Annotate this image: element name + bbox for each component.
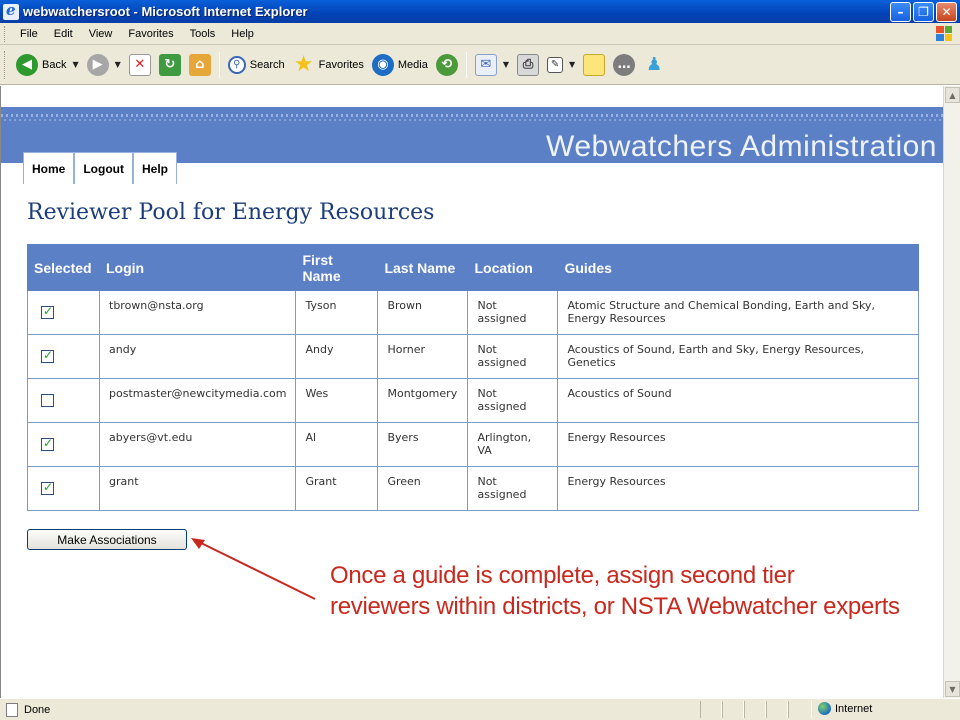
last-name-cell: Green (378, 467, 468, 511)
table-row (28, 335, 919, 379)
mail-icon: ✉ (475, 54, 497, 76)
messenger-button[interactable] (639, 50, 669, 80)
search-icon: ⚲ (228, 56, 246, 74)
selected-cell (28, 335, 100, 379)
menu-help[interactable]: Help (231, 27, 254, 40)
first-name-cell: Wes (296, 379, 378, 423)
annotation-arrow-icon (187, 536, 327, 606)
nav-logout[interactable]: Logout (74, 152, 133, 184)
maximize-icon[interactable]: ❐ (913, 2, 934, 22)
site-title: Webwatchers Administration (546, 130, 937, 163)
stop-icon: ✕ (129, 54, 151, 76)
page-icon (6, 703, 18, 717)
print-icon: ⎙ (517, 54, 539, 76)
mail-button[interactable] (471, 50, 513, 80)
zone-label: Internet (835, 702, 873, 715)
windows-logo-icon (934, 24, 954, 43)
annotation-text: Once a guide is complete, assign second tier reviewers within districts, or NSTA Webwatcher experts (330, 562, 900, 620)
discuss-button[interactable] (609, 50, 639, 80)
select-checkbox[interactable] (41, 482, 54, 495)
menu-edit[interactable]: Edit (53, 27, 73, 40)
reviewer-table (27, 244, 919, 511)
location-cell: Not assigned (468, 467, 558, 511)
guides-cell: Atomic Structure and Chemical Bonding, Earth and Sky, Energy Resources (558, 291, 919, 335)
select-checkbox[interactable] (41, 306, 54, 319)
edit-button[interactable] (543, 50, 579, 80)
login-cell: postmaster@newcitymedia.com (100, 379, 296, 423)
toolbar-grip (4, 51, 7, 79)
header-pattern (1, 119, 943, 121)
mail-dropdown-icon[interactable]: ▼ (502, 60, 510, 69)
login-cell: tbrown@nsta.org (100, 291, 296, 335)
first-name-cell: Tyson (296, 291, 378, 335)
refresh-button[interactable] (155, 50, 185, 80)
history-icon: ⟲ (436, 54, 458, 76)
print-button[interactable] (513, 50, 543, 80)
minimize-icon[interactable]: – (890, 2, 911, 22)
last-name-cell: Brown (378, 291, 468, 335)
back-label: Back (42, 58, 67, 71)
menu-favorites[interactable]: Favorites (128, 27, 174, 40)
status-segment (722, 701, 744, 718)
header-pattern (1, 114, 943, 117)
close-icon[interactable]: ✕ (936, 2, 957, 22)
note-icon (583, 54, 605, 76)
search-button[interactable] (224, 50, 289, 80)
status-bar (0, 698, 960, 720)
select-checkbox[interactable] (41, 350, 54, 363)
location-cell: Not assigned (468, 335, 558, 379)
menu-tools[interactable]: Tools (189, 27, 216, 40)
make-associations-button[interactable]: Make Associations (27, 529, 187, 550)
login-cell: abyers@vt.edu (100, 423, 296, 467)
media-button[interactable] (368, 50, 432, 80)
column-header: Login (100, 245, 296, 291)
vertical-scrollbar[interactable] (943, 86, 960, 698)
favorites-label: Favorites (318, 58, 364, 71)
page-heading: Reviewer Pool for Energy Resources (27, 200, 435, 225)
table-row (28, 467, 919, 511)
back-button[interactable] (12, 50, 83, 80)
internet-globe-icon (818, 702, 831, 715)
messenger-icon: ♟ (646, 54, 663, 75)
window-title-bar (0, 0, 960, 23)
discuss-bubble-icon: … (613, 54, 635, 76)
toolbar-separator (466, 52, 467, 78)
home-button[interactable] (185, 50, 215, 80)
status-segment (744, 701, 766, 718)
login-cell: andy (100, 335, 296, 379)
column-header: Guides (558, 245, 919, 291)
column-header: Last Name (378, 245, 468, 291)
refresh-icon: ↻ (159, 54, 181, 76)
guides-cell: Acoustics of Sound, Earth and Sky, Energy Resources, Genetics (558, 335, 919, 379)
location-cell: Not assigned (468, 291, 558, 335)
last-name-cell: Byers (378, 423, 468, 467)
column-header: Selected (28, 245, 100, 291)
media-label: Media (397, 58, 428, 71)
favorites-star-icon: ★ (293, 52, 314, 77)
forward-button[interactable] (83, 50, 125, 80)
selected-cell (28, 291, 100, 335)
status-text: Done (24, 703, 51, 716)
forward-dropdown-icon[interactable]: ▼ (114, 60, 121, 69)
select-checkbox[interactable] (41, 438, 54, 451)
status-segment (700, 701, 722, 718)
search-label: Search (249, 58, 285, 71)
history-button[interactable] (432, 50, 462, 80)
guides-cell: Energy Resources (558, 423, 919, 467)
back-arrow-icon: ◀ (16, 54, 38, 76)
selected-cell (28, 379, 100, 423)
location-cell: Not assigned (468, 379, 558, 423)
column-header: First Name (296, 245, 378, 291)
toolbar-separator (219, 52, 220, 78)
menu-bar (0, 23, 960, 45)
status-segment (788, 701, 812, 718)
table-row (28, 379, 919, 423)
login-cell: grant (100, 467, 296, 511)
nav-home[interactable]: Home (23, 152, 74, 184)
edit-icon: ✎ (547, 57, 563, 73)
first-name-cell: Al (296, 423, 378, 467)
menu-grip (4, 26, 7, 42)
nav-help[interactable]: Help (133, 152, 177, 184)
scroll-up-icon[interactable]: ▲ (945, 87, 960, 103)
selected-cell (28, 423, 100, 467)
table-header-row (28, 245, 919, 291)
security-zone (818, 702, 872, 715)
menu-file[interactable]: File (20, 27, 38, 40)
last-name-cell: Montgomery (378, 379, 468, 423)
first-name-cell: Andy (296, 335, 378, 379)
select-checkbox[interactable] (41, 394, 54, 407)
home-icon: ⌂ (189, 54, 211, 76)
table-row (28, 291, 919, 335)
favorites-button[interactable] (289, 50, 368, 80)
site-header (1, 107, 943, 176)
guides-cell: Energy Resources (558, 467, 919, 511)
scroll-down-icon[interactable]: ▼ (945, 681, 960, 697)
site-nav (23, 152, 177, 184)
column-header: Location (468, 245, 558, 291)
back-dropdown-icon[interactable]: ▼ (72, 60, 79, 69)
menu-view[interactable]: View (88, 27, 113, 40)
edit-dropdown-icon[interactable]: ▼ (569, 60, 576, 69)
guides-cell: Acoustics of Sound (558, 379, 919, 423)
last-name-cell: Horner (378, 335, 468, 379)
toolbar (0, 45, 960, 85)
window-title: webwatchersroot - Microsoft Internet Explorer (23, 4, 308, 19)
location-cell: Arlington, VA (468, 423, 558, 467)
media-globe-icon: ◉ (372, 54, 394, 76)
note-button[interactable] (579, 50, 609, 80)
stop-button[interactable] (125, 50, 155, 80)
status-segment (766, 701, 788, 718)
first-name-cell: Grant (296, 467, 378, 511)
forward-arrow-icon: ▶ (87, 54, 109, 76)
selected-cell (28, 467, 100, 511)
ie-icon (3, 4, 19, 20)
page-viewport (0, 86, 943, 698)
table-row (28, 423, 919, 467)
